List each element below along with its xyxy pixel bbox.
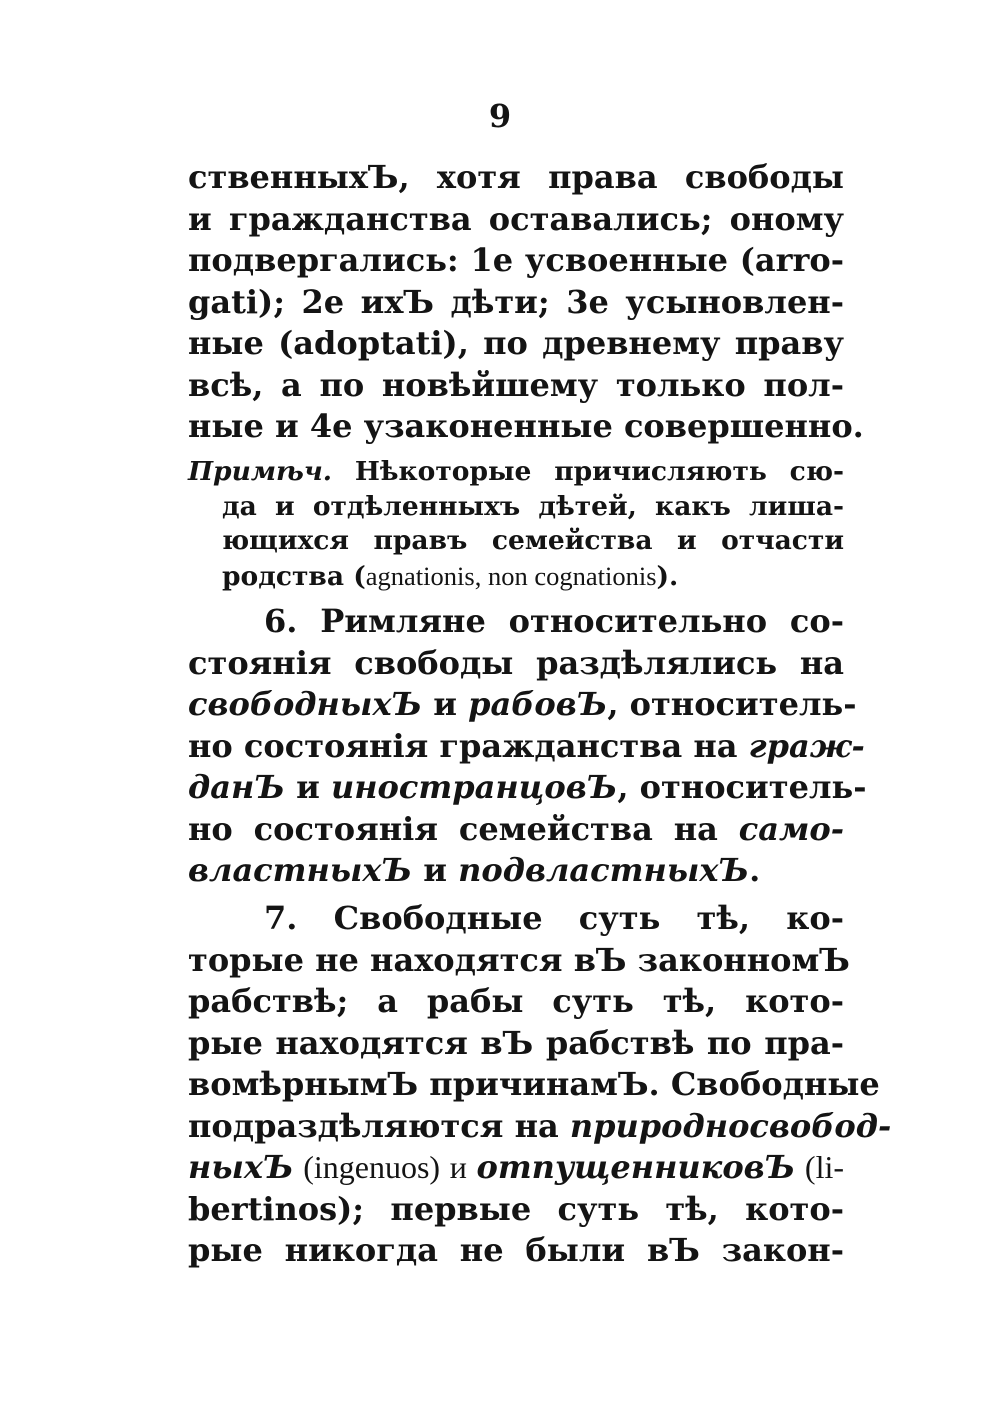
italic-term: иностранцовЪ (330, 768, 618, 806)
text-line: bertinos); первые суть тѣ, кото- (188, 1189, 844, 1228)
note-line (222, 559, 844, 594)
text-line: ные и 4е узаконенные совершенно. (188, 407, 864, 445)
text-line: 6. Римляне относительно со- (264, 602, 844, 640)
text-run: но состоянія семейства на (188, 809, 739, 848)
text-line: стоянія свободы раздѣлялись на (188, 643, 844, 682)
text-line (188, 1147, 844, 1189)
italic-term: природносвобод- (569, 1106, 892, 1145)
text-line: ственныхЪ, хотя права свободы (188, 158, 844, 196)
page-number: 9 (488, 97, 512, 135)
italic-term: само- (738, 809, 844, 848)
text-line: торые не находятся вЪ законномЪ (188, 940, 850, 979)
footnote-remark (188, 455, 844, 593)
italic-term: властныхЪ (188, 851, 413, 889)
text-line (188, 850, 844, 892)
italic-term: свободныхЪ (188, 685, 423, 723)
text-line (188, 684, 857, 726)
text-line: рабствѣ; а рабы суть тѣ, кото- (188, 982, 844, 1020)
paragraph-7 (188, 898, 892, 1272)
latin-term: agnationis, non cognationis (365, 560, 657, 591)
italic-term: ныхЪ (188, 1148, 294, 1186)
text-run: и (284, 768, 331, 806)
text-line: ные (adoptati), по древнему праву (188, 324, 844, 362)
text-line (188, 1106, 892, 1148)
text-run: и (412, 851, 459, 889)
latin-term: (li- (795, 1149, 845, 1185)
latin-term: (ingenuos) и (293, 1149, 477, 1185)
italic-term: подвластныхЪ (458, 851, 750, 889)
text-run: но состоянія гражданства на (188, 726, 749, 765)
text-line: рые находятся вЪ рабствѣ по пра- (188, 1023, 844, 1062)
note-line: ющихся правъ семейства и отчасти (222, 525, 844, 556)
text-line: рые никогда не были вЪ закон- (188, 1231, 844, 1269)
note-text: ). (656, 560, 679, 592)
italic-term: данЪ (188, 768, 285, 806)
text-run: подраздѣляются на (188, 1106, 570, 1145)
note-line (188, 455, 844, 490)
note-label: Примѣч. (188, 456, 333, 487)
text-line: gati); 2е ихЪ дѣти; 3е усыновлен- (188, 282, 844, 321)
text-line (188, 809, 844, 851)
note-line: да и отдѣленныхъ дѣтей, какъ лиша- (222, 490, 844, 522)
note-text: родства ( (222, 560, 366, 592)
text-line: вомѣрнымЪ причинамЪ. Свободные (188, 1065, 880, 1103)
text-run: , относитель- (607, 685, 857, 723)
italic-term: рабовЪ (468, 685, 608, 723)
text-line: всѣ, а по новѣйшему только пол- (188, 365, 844, 404)
text-line: 7. Свободные суть тѣ, ко- (264, 899, 844, 937)
text-line: подвергались: 1е усвоенные (arro- (188, 241, 844, 279)
text-line (188, 767, 867, 809)
text-run: . (749, 851, 761, 889)
text-line (188, 726, 865, 768)
text-run: и (422, 685, 469, 723)
italic-term: отпущенниковЪ (476, 1148, 796, 1186)
note-text: Нѣкоторые причисляють сю- (354, 456, 844, 487)
text-run: , относитель- (617, 768, 867, 806)
italic-term: граж- (748, 726, 865, 765)
paragraph-6 (188, 601, 867, 892)
text-line: и гражданства оставались; оному (188, 199, 844, 238)
paragraph-continuation (188, 157, 864, 448)
